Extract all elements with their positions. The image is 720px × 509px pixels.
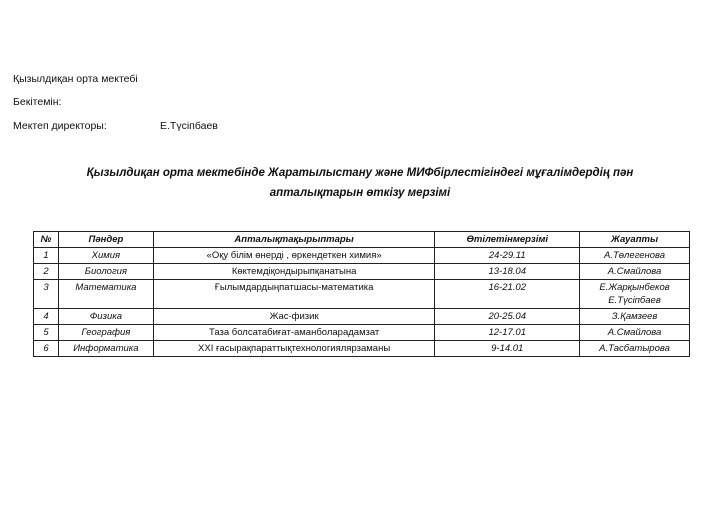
col-number-header: № — [34, 232, 59, 248]
col-dates-header: Өтілетінмерзімі — [435, 232, 580, 248]
responsible-person: Е.Жарқынбеков — [599, 282, 670, 293]
table-row — [34, 341, 690, 357]
row-subject: Математика — [58, 280, 153, 309]
row-dates: 16-21.02 — [435, 280, 580, 309]
school-name: Қызылдиқан орта мектебі — [13, 73, 138, 85]
row-topic: Таза болсатабиғат-аманболарадамзат — [153, 325, 435, 341]
row-topic: «Оқу білім өнерді , өркендеткен химия» — [153, 248, 435, 264]
schedule-table — [33, 231, 690, 357]
row-dates: 13-18.04 — [435, 264, 580, 280]
document-title — [40, 163, 680, 203]
row-subject: Биология — [58, 264, 153, 280]
row-responsible — [580, 248, 690, 264]
row-dates: 24-29.11 — [435, 248, 580, 264]
title-line-1: Қызылдиқан орта мектебінде Жаратылыстану және МИФбірлестігіндегі мұғалімдердің пән — [86, 167, 634, 179]
table-row — [34, 325, 690, 341]
approve-label: Бекітемін: — [13, 96, 62, 108]
row-subject: Информатика — [58, 341, 153, 357]
row-topic: Ғылымдардыңпатшасы-математика — [153, 280, 435, 309]
responsible-person: А.Смайлова — [607, 266, 662, 277]
row-number: 5 — [34, 325, 59, 341]
table-row — [34, 309, 690, 325]
responsible-person: А.Тасбатырова — [599, 343, 670, 354]
row-responsible — [580, 325, 690, 341]
row-topic: XXI ғасырақпараттықтехнологиялярзаманы — [153, 341, 435, 357]
row-dates: 12-17.01 — [435, 325, 580, 341]
responsible-person: А.Төлегенова — [603, 250, 666, 261]
row-topic: Жас-физик — [153, 309, 435, 325]
row-dates: 20-25.04 — [435, 309, 580, 325]
col-topic-header: Апталықтақырыптары — [153, 232, 435, 248]
director-name: Е.Түсіпбаев — [160, 120, 218, 132]
responsible-person: З.Қамзеев — [611, 311, 658, 322]
title-line-2: апталықтарын өткізу мерзімі — [269, 187, 451, 199]
responsible-person: Е.Түсіпбаев — [608, 295, 661, 306]
table-header-row — [34, 232, 690, 248]
row-responsible — [580, 309, 690, 325]
row-number: 1 — [34, 248, 59, 264]
row-number: 6 — [34, 341, 59, 357]
row-responsible — [580, 341, 690, 357]
table-row — [34, 280, 690, 309]
row-number: 2 — [34, 264, 59, 280]
row-subject: География — [58, 325, 153, 341]
col-subject-header: Пәндер — [58, 232, 153, 248]
row-dates: 9-14.01 — [435, 341, 580, 357]
table-row — [34, 248, 690, 264]
row-responsible — [580, 280, 690, 309]
row-topic: Көктемдіқондырыпқанатына — [153, 264, 435, 280]
col-responsible-header: Жауапты — [580, 232, 690, 248]
row-number: 3 — [34, 280, 59, 309]
row-number: 4 — [34, 309, 59, 325]
director-line — [13, 120, 273, 132]
row-subject: Химия — [58, 248, 153, 264]
responsible-person: А.Смайлова — [607, 327, 662, 338]
director-label: Мектеп директоры: — [13, 120, 107, 132]
table-row — [34, 264, 690, 280]
row-responsible — [580, 264, 690, 280]
row-subject: Физика — [58, 309, 153, 325]
